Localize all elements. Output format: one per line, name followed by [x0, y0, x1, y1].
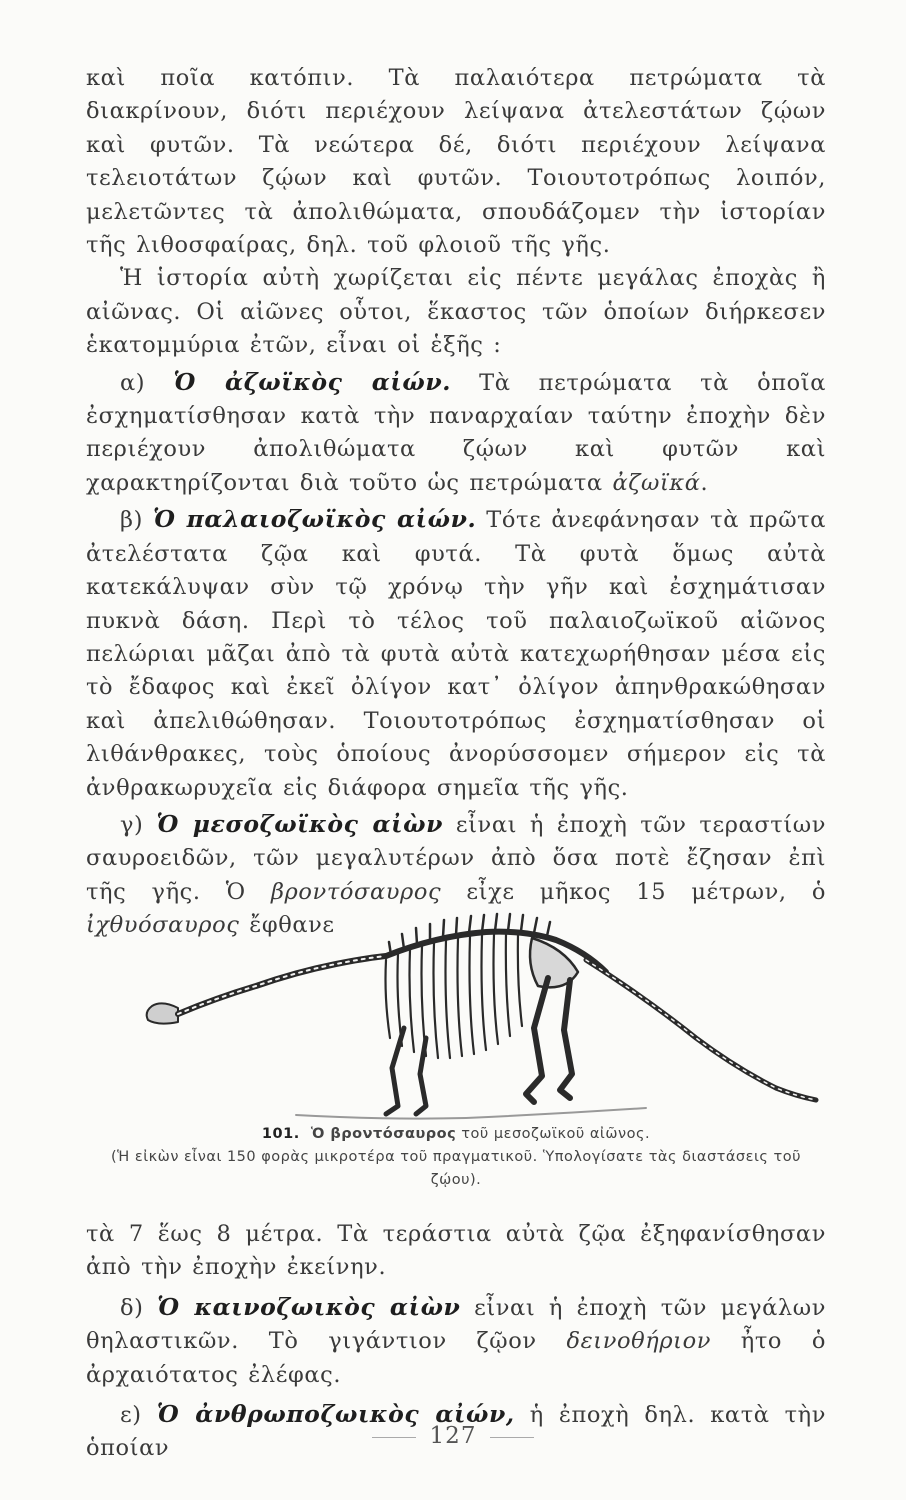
page-number	[0, 1423, 906, 1449]
era-d-title: Ὁ καινοζωικὸς αἰὼν	[157, 1292, 461, 1321]
page-body	[86, 62, 826, 943]
page-number-value: 127	[429, 1423, 477, 1449]
caption-line-2: (Ἡ εἰκὼν εἶναι 150 φορὰς μικροτέρα τοῦ πραγματικοῦ. Ὑπολογίσατε τὰς διαστάσεις τοῦ ζῴου).	[111, 1149, 801, 1188]
era-b-text: Τότε ἀνεφάνησαν τὰ πρῶτα ἀτελέστατα ζῷα καὶ φυτά. Τὰ φυτὰ ὅμως αὐτὰ κατεκάλυψαν σὺν τῷ χρόνῳ τὴν γῆν καὶ ἐσχημάτισαν πυκνὰ δάση. Περὶ τὸ τέλος τοῦ παλαιοζωϊκοῦ αἰῶνος πελώριαι μᾶζαι ἀπὸ τὰ φυτὰ αὐτὰ κατεχωρήθησαν μέσα εἰς τὸ ἔδαφος καὶ ἐκεῖ ὀλίγον κατ᾽ ὀλίγον ἀπηνθρακώθησαν καὶ ἀπελιθώθησαν. Τοιουτοτρόπως ἐσχηματίσθησαν οἱ λιθάνθρακες, τοὺς ὁποίους ἀνορύσσομεν σήμερον εἰς τὰ ἀνθρακωρυχεῖα εἰς διάφορα σημεῖα τῆς γῆς.	[86, 507, 827, 801]
dinosaur-skeleton-icon	[86, 868, 826, 1128]
era-b-title: Ὁ παλαιοζωϊκὸς αἰών.	[153, 505, 477, 534]
page-number-dash-left	[372, 1437, 416, 1438]
era-c-text-3: ἔφθανε	[239, 912, 335, 939]
era-d-text-2: ἦτο ὁ ἀρχαιότατος ἐλέφας.	[86, 1328, 826, 1388]
figure-line1-rest: τοῦ μεσοζωϊκοῦ αἰῶνος.	[461, 1126, 651, 1142]
era-b-marker: β)	[120, 507, 143, 534]
era-a-paragraph	[86, 366, 826, 501]
era-a-marker: α)	[120, 369, 146, 396]
figure-name: Ὁ βροντόσαυρος	[310, 1126, 457, 1142]
era-c-italic-2: ἰχθυόσαυρος	[86, 912, 240, 939]
era-a-text: Τὰ πετρώματα τὰ ὁποῖα ἐσχηματίσθησαν κατὰ τὴν παναρχαίαν ταύτην ἐποχὴν δὲν περιέχουν ἀπολιθώματα ζῴων καὶ φυτῶν καὶ χαρακτηρίζονται διὰ τοῦτο ὡς πετρώματα	[86, 369, 826, 496]
era-c-marker: γ)	[120, 811, 144, 838]
era-c-italic-1: βροντόσαυρος	[270, 878, 442, 905]
era-a-italic: ἀζωϊκά	[612, 469, 701, 496]
caption-line-1	[96, 1123, 816, 1146]
era-d-paragraph	[86, 1291, 826, 1392]
era-e-title: Ὁ ἀνθρωποζωικὸς αἰών,	[156, 1400, 515, 1429]
era-c-continuation: τὰ 7 ἕως 8 μέτρα. Τὰ τεράστια αὐτὰ ζῷα ἐξηφανίσθησαν ἀπὸ τὴν ἐποχὴν ἐκείνην.	[86, 1221, 826, 1281]
era-c-title: Ὁ μεσοζωϊκὸς αἰὼν	[156, 809, 443, 838]
paragraph-intro-2: Ἡ ἱστορία αὐτὴ χωρίζεται εἰς πέντε μεγάλας ἐποχὰς ἢ αἰῶνας. Οἱ αἰῶνες οὗτοι, ἕκαστος τῶν ὁποίων διήρκεσεν ἑκατομμύρια ἐτῶν, εἶναι οἱ ἑξῆς :	[86, 265, 826, 359]
figure-number: 101.	[261, 1126, 300, 1142]
era-d-text-1: εἶναι ἡ ἐποχὴ τῶν μεγάλων θηλαστικῶν. Τὸ γιγάντιον ζῷον	[86, 1294, 826, 1355]
era-d-italic: δεινοθήριον	[566, 1328, 712, 1355]
era-a-title: Ὁ ἀζωϊκὸς αἰών.	[173, 367, 452, 396]
era-e-text: ἡ ἐποχὴ δηλ. κατὰ τὴν ὁποίαν	[86, 1402, 827, 1462]
era-d-marker: δ)	[120, 1294, 144, 1321]
paragraph-intro-1: καὶ ποῖα κατόπιν. Τὰ παλαιότερα πετρώματα τὰ διακρίνουν, διότι περιέχουν λείψανα ἀτελεστάτων ζῴων καὶ φυτῶν. Τὰ νεώτερα δέ, διότι περιέχουν λείψανα τελειοτάτων ζῴων καὶ φυτῶν. Τοιουτοτρόπως λοιπόν, μελετῶντες τὰ ἀπολιθώματα, σπουδάζομεν τὴν ἱστορίαν τῆς λιθοσφαίρας, δηλ. τοῦ φλοιοῦ τῆς γῆς.	[86, 65, 826, 259]
era-b-paragraph	[86, 503, 826, 805]
page-number-dash-right	[490, 1437, 534, 1438]
era-e-marker: ε)	[120, 1402, 142, 1429]
era-a-end: .	[700, 469, 709, 496]
figure-caption	[96, 1123, 816, 1192]
era-c-text-2: εἶχε μῆκος 15 μέτρων, ὁ	[441, 878, 826, 905]
era-c-text-1: εἶναι ἡ ἐποχὴ τῶν τεραστίων σαυροειδῶν, τῶν μεγαλυτέρων ἀπὸ ὅσα ποτὲ ἔζησαν ἐπὶ τῆς γῆς. Ὁ	[86, 811, 827, 905]
